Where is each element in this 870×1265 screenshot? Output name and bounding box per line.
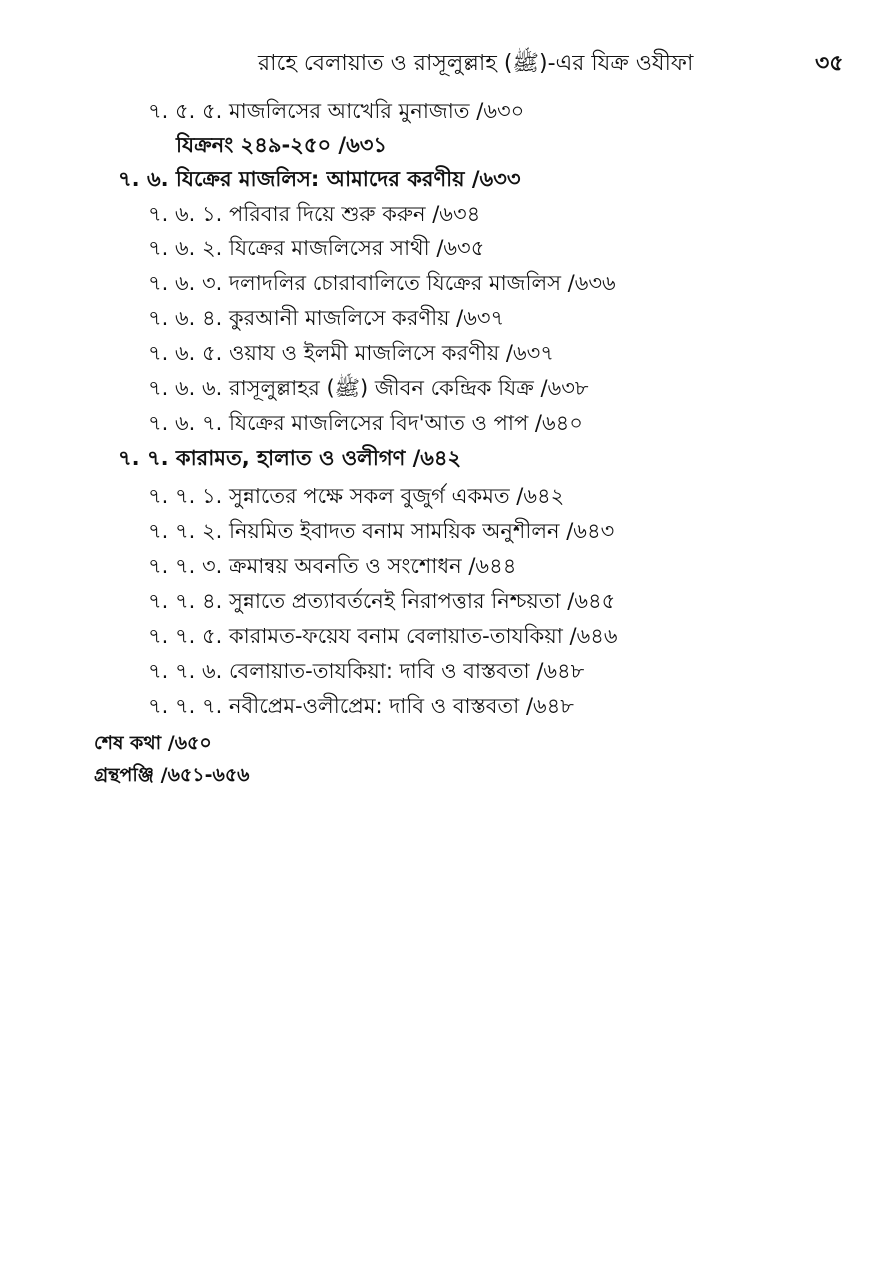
running-header xyxy=(0,44,870,84)
toc-entry-7-7-4: ৭. ৭. ৪. সুন্নাতে প্রত্যাবর্তনেই নিরাপত্তার নিশ্চয়তা /৬৪৫ xyxy=(148,589,616,613)
toc-entry-7-6-6: ৭. ৬. ৬. রাসূলুল্লাহর (ﷺ) জীবন কেন্দ্রিক যিক্র /৬৩৮ xyxy=(148,376,589,400)
toc-entry-7-6-5: ৭. ৬. ৫. ওয়ায ও ইলমী মাজলিসে করণীয় /৬৩৭ xyxy=(148,341,554,365)
toc-entry-bibliography: গ্রন্থপঞ্জি /৬৫১-৬৫৬ xyxy=(94,764,250,786)
running-header-title: রাহে বেলায়াত ও রাসূলুল্লাহ (ﷺ)-এর যিক্র ওযীফা xyxy=(258,51,694,76)
toc-entry-7-7-7: ৭. ৭. ৭. নবীপ্রেম-ওলীপ্রেম: দাবি ও বাস্তবতা /৬৪৮ xyxy=(148,694,574,718)
toc-entry-7-5-5: ৭. ৫. ৫. মাজলিসের আখেরি মুনাজাত /৬৩০ xyxy=(148,99,525,123)
toc-entry-7-6-1: ৭. ৬. ১. পরিবার দিয়ে শুরু করুন /৬৩৪ xyxy=(148,202,481,226)
toc-entry-7-7-1: ৭. ৭. ১. সুন্নাতের পক্ষে সকল বুজুর্গ একমত /৬৪২ xyxy=(148,484,565,508)
toc-entry-7-6-4: ৭. ৬. ৪. কুরআনী মাজলিসে করণীয় /৬৩৭ xyxy=(148,306,505,330)
toc-entry-7-6: ৭. ৬. যিক্রের মাজলিস: আমাদের করণীয় /৬৩৩ xyxy=(118,167,521,191)
toc-entry-7-7-3: ৭. ৭. ৩. ক্রমান্বয় অবনতি ও সংশোধন /৬৪৪ xyxy=(148,554,517,578)
toc-entry-7-6-7: ৭. ৬. ৭. যিক্রের মাজলিসের বিদ'আত ও পাপ /৬৪০ xyxy=(148,411,583,435)
toc-entry-7-7-6: ৭. ৭. ৬. বেলায়াত-তাযকিয়া: দাবি ও বাস্তবতা /৬৪৮ xyxy=(148,659,585,683)
toc-entry-zikr-249-250: যিক্রনং ২৪৯-২৫০ /৬৩১ xyxy=(176,133,388,157)
toc-entry-7-7-2: ৭. ৭. ২. নিয়মিত ইবাদত বনাম সাময়িক অনুশীলন /৬৪৩ xyxy=(148,519,615,543)
toc-entry-7-6-2: ৭. ৬. ২. যিক্রের মাজলিসের সাথী /৬৩৫ xyxy=(148,236,485,260)
toc-entry-7-6-3: ৭. ৬. ৩. দলাদলির চোরাবালিতে যিক্রের মাজলিস /৬৩৬ xyxy=(148,271,616,295)
page-number: ৩৫ xyxy=(815,51,844,76)
toc-entry-conclusion: শেষ কথা /৬৫০ xyxy=(94,732,212,754)
toc-entry-7-7-5: ৭. ৭. ৫. কারামত-ফয়েয বনাম বেলায়াত-তাযকিয়া /৬৪৬ xyxy=(148,624,618,648)
toc-entry-7-7: ৭. ৭. কারামত, হালাত ও ওলীগণ /৬৪২ xyxy=(118,446,462,470)
